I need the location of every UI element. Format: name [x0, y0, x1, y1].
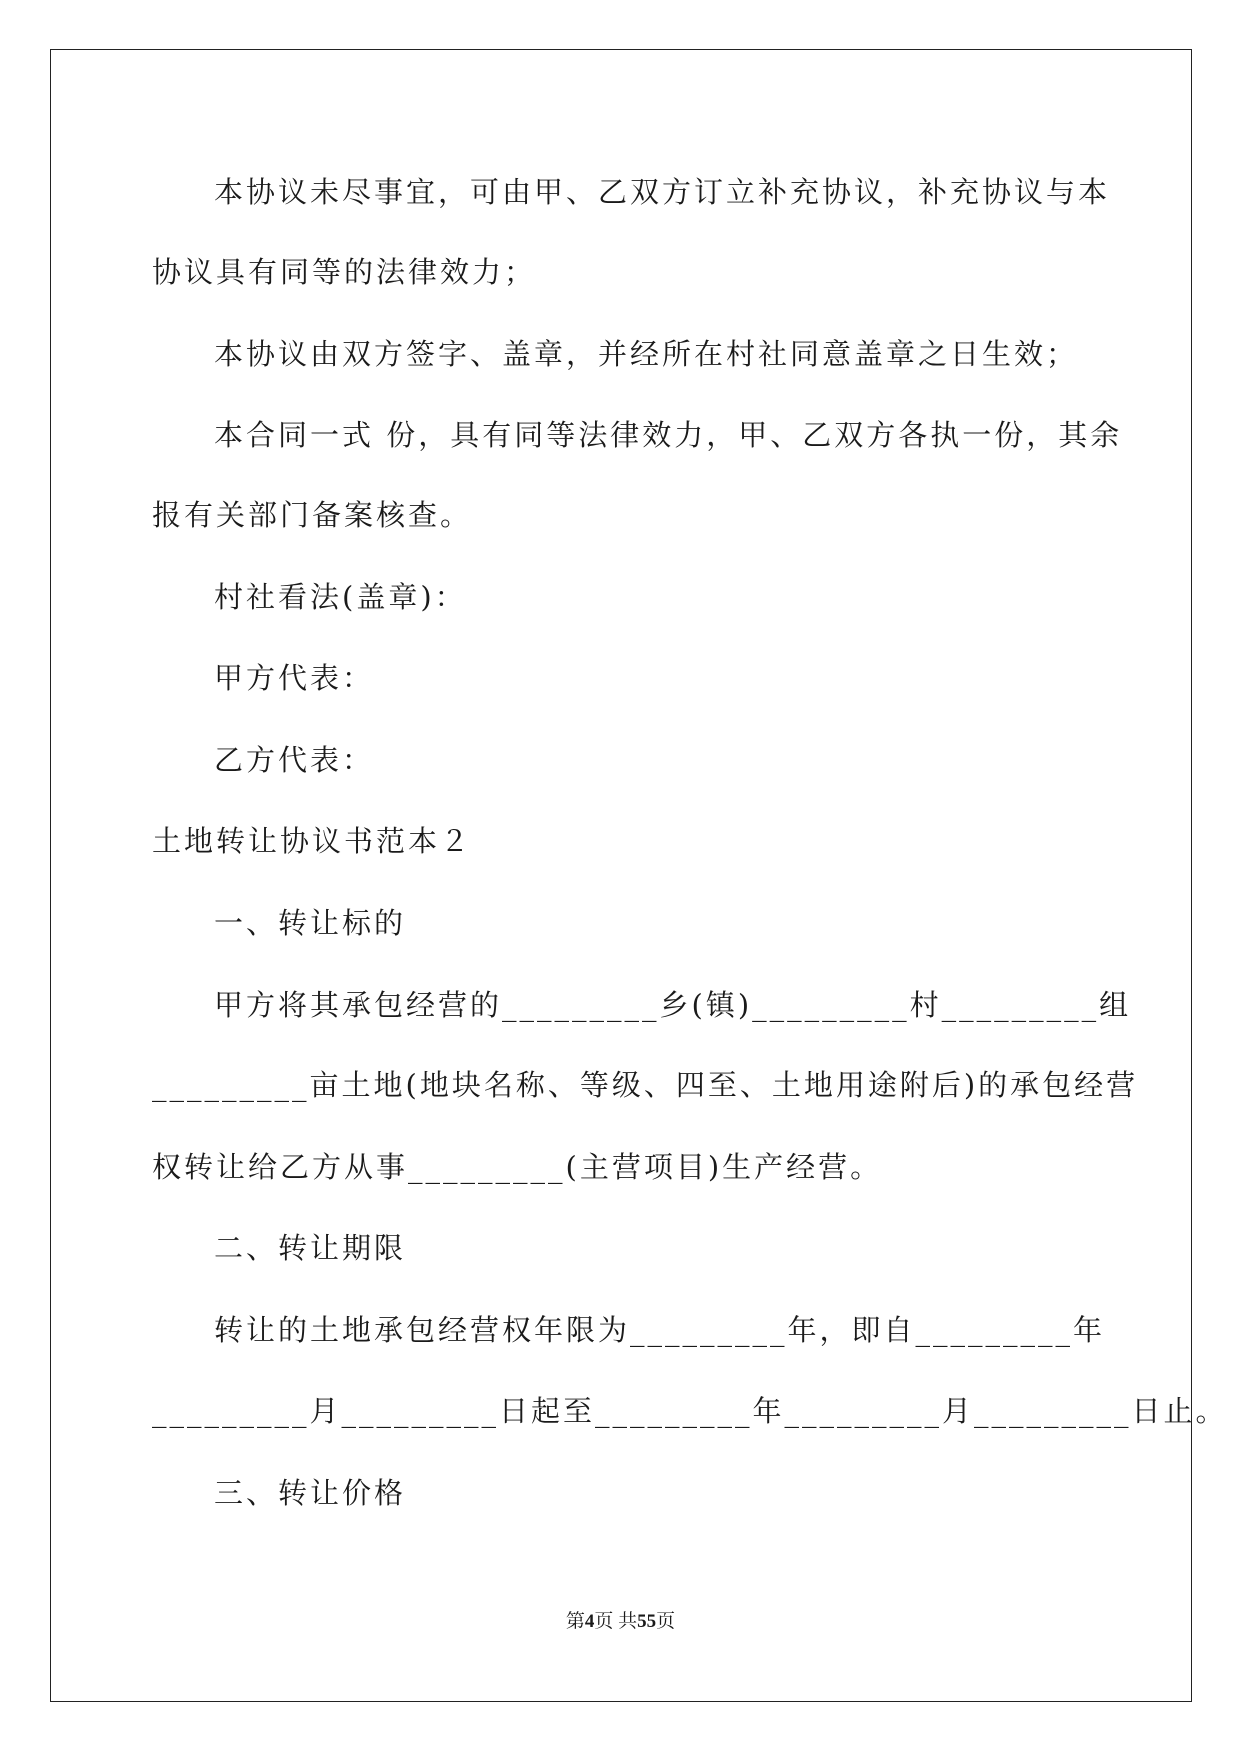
paragraph-line: 报有关部门备案核查。 [152, 498, 473, 532]
signature-party-a-label: 甲方代表： [214, 661, 375, 695]
page-border [50, 49, 1192, 1702]
paragraph-line: _________亩土地(地块名称、等级、四至、土地用途附后)的承包经营 [152, 1068, 1139, 1102]
section-title: 土地转让协议书范本２ [152, 824, 473, 858]
paragraph-line: 本协议未尽事宜，可由甲、乙双方订立补充协议，补充协议与本 [214, 175, 1111, 209]
paragraph-line: _________月_________日起至_________年_________月_________日止。 [152, 1394, 1228, 1428]
footer-mid: 页 共 [594, 1611, 638, 1632]
signature-village-label: 村社看法(盖章)： [214, 580, 467, 614]
footer-total-pages: 55 [637, 1611, 657, 1632]
footer-prefix: 第 [565, 1611, 585, 1632]
heading-transfer-subject: 一、转让标的 [214, 906, 407, 940]
heading-transfer-price: 三、转让价格 [214, 1476, 407, 1510]
paragraph-line: 甲方将其承包经营的_________乡(镇)_________村_________组 [214, 988, 1132, 1022]
signature-party-b-label: 乙方代表： [214, 743, 375, 777]
paragraph-line: 转让的土地承包经营权年限为_________年，即自_________年 [214, 1313, 1106, 1347]
paragraph-line: 本协议由双方签字、盖章，并经所在村社同意盖章之日生效； [214, 337, 1079, 371]
page-footer [0, 1610, 1241, 1634]
paragraph-line: 本合同一式 份，具有同等法律效力，甲、乙双方各执一份，其余 [214, 418, 1123, 452]
paragraph-line: 权转让给乙方从事_________(主营项目)生产经营。 [152, 1150, 883, 1184]
paragraph-line: 协议具有同等的法律效力； [152, 255, 537, 289]
footer-page-number: 4 [584, 1611, 595, 1632]
footer-suffix: 页 [656, 1611, 676, 1632]
heading-transfer-period: 二、转让期限 [214, 1231, 407, 1265]
